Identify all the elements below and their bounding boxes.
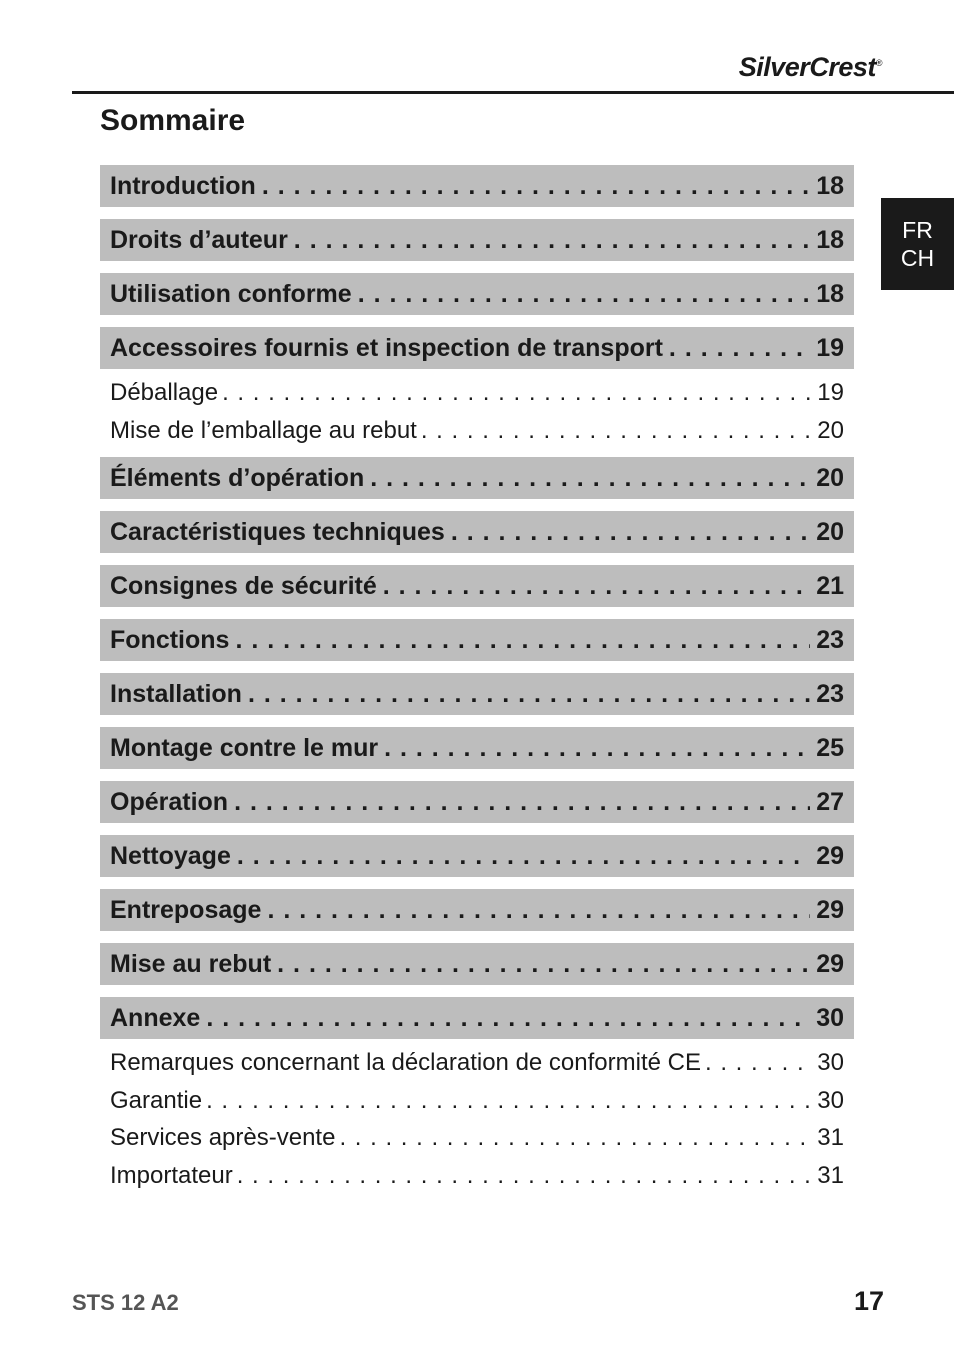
toc-leader-dots	[206, 1004, 810, 1033]
language-code-ch: CH	[900, 245, 935, 271]
toc-subsection-label: Déballage	[110, 379, 219, 406]
toc-section[interactable]	[100, 565, 854, 607]
toc-subsection-page: 31	[817, 1161, 844, 1189]
toc-leader-dots	[235, 626, 810, 655]
brand-logo	[739, 52, 882, 83]
toc-subsection[interactable]	[110, 1119, 844, 1157]
toc-section-label: Caractéristiques techniques	[110, 517, 445, 546]
toc-leader-dots	[370, 464, 810, 493]
toc-section[interactable]	[100, 997, 854, 1039]
toc-subsection-label: Importateur	[110, 1161, 233, 1189]
toc-subsection[interactable]	[110, 412, 844, 450]
toc-subsection[interactable]	[110, 1157, 844, 1195]
toc-section-page: 29	[816, 841, 844, 870]
toc-leader-dots	[421, 412, 813, 450]
toc-leader-dots	[451, 518, 810, 547]
toc-section-page: 25	[816, 733, 844, 762]
toc-subsection-list	[100, 1039, 854, 1202]
language-code-fr: FR	[902, 217, 933, 243]
toc-section[interactable]	[100, 673, 854, 715]
registered-mark: ®	[875, 58, 882, 68]
language-tab	[881, 198, 954, 290]
toc-section-label: Utilisation conforme	[110, 279, 352, 308]
toc-subsection[interactable]	[110, 1082, 844, 1120]
toc-section-label: Accessoires fournis et inspection de transport	[110, 333, 663, 362]
toc-subsection-label: Mise de l’emballage au rebut	[110, 416, 417, 444]
toc-subsection[interactable]	[110, 374, 844, 412]
toc-section-page: 21	[816, 571, 844, 600]
toc-section[interactable]	[100, 165, 854, 207]
toc-subsection-label: Services après-vente	[110, 1124, 336, 1151]
brand-name: SilverCrest	[738, 52, 876, 82]
toc-subsection-page: 31	[817, 1124, 844, 1151]
toc-section[interactable]	[100, 835, 854, 877]
toc-leader-dots	[669, 334, 810, 363]
toc-leader-dots	[294, 226, 810, 255]
toc-section-page: 29	[816, 949, 844, 978]
toc-section-label: Fonctions	[110, 625, 230, 654]
toc-section-page: 27	[816, 787, 844, 816]
toc-subsection-label: Garantie	[110, 1086, 203, 1114]
toc-section-label: Éléments d’opération	[110, 463, 365, 492]
toc-section-page: 19	[816, 333, 844, 362]
toc-section-label: Annexe	[110, 1003, 201, 1032]
toc-subsection-label: Remarques concernant la déclaration de conformité CE	[110, 1049, 701, 1076]
toc-section[interactable]	[100, 219, 854, 261]
toc-subsection-list	[100, 369, 854, 457]
toc-subsection-page: 30	[817, 1049, 844, 1076]
toc-section-label: Introduction	[110, 171, 256, 200]
toc-section-label: Mise au rebut	[110, 949, 272, 978]
toc-leader-dots	[262, 172, 810, 201]
header-rule	[72, 91, 954, 94]
toc-section-page: 18	[816, 279, 844, 308]
toc-subsection-page: 30	[817, 1086, 844, 1114]
toc-section[interactable]	[100, 781, 854, 823]
toc-leader-dots	[339, 1119, 813, 1157]
toc-section[interactable]	[100, 457, 854, 499]
toc-section-label: Installation	[110, 679, 242, 708]
page-title: Sommaire	[100, 104, 246, 137]
toc-section-page: 23	[816, 679, 844, 708]
toc-leader-dots	[248, 680, 810, 709]
toc-section[interactable]	[100, 889, 854, 931]
toc-leader-dots	[358, 280, 811, 309]
toc-leader-dots	[222, 374, 813, 412]
toc-subsection[interactable]	[110, 1044, 844, 1082]
toc-leader-dots	[237, 1157, 814, 1195]
toc-leader-dots	[705, 1044, 813, 1082]
toc-section-page: 18	[816, 225, 844, 254]
toc-section-label: Nettoyage	[110, 841, 231, 870]
toc-section-label: Consignes de sécurité	[110, 571, 377, 600]
toc-subsection-page: 19	[817, 379, 844, 406]
toc-leader-dots	[277, 950, 810, 979]
toc-section-label: Entreposage	[110, 895, 262, 924]
table-of-contents	[100, 165, 854, 1202]
toc-section-page: 20	[816, 517, 844, 546]
toc-leader-dots	[234, 788, 810, 817]
toc-section-page: 18	[816, 171, 844, 200]
toc-section[interactable]	[100, 727, 854, 769]
toc-section[interactable]	[100, 619, 854, 661]
toc-section[interactable]	[100, 273, 854, 315]
toc-leader-dots	[267, 896, 810, 925]
footer-model-number: STS 12 A2	[72, 1290, 179, 1315]
toc-section-label: Montage contre le mur	[110, 733, 379, 762]
toc-section-label: Opération	[110, 787, 229, 816]
toc-section-page: 29	[816, 895, 844, 924]
toc-section-page: 23	[816, 625, 844, 654]
toc-section-page: 20	[816, 463, 844, 492]
toc-section[interactable]	[100, 511, 854, 553]
toc-section-label: Droits d’auteur	[110, 225, 288, 254]
toc-section[interactable]	[100, 943, 854, 985]
toc-leader-dots	[384, 734, 810, 763]
toc-section[interactable]	[100, 327, 854, 369]
toc-section-page: 30	[816, 1003, 844, 1032]
toc-leader-dots	[383, 572, 810, 601]
toc-subsection-page: 20	[817, 416, 844, 444]
toc-leader-dots	[237, 842, 810, 871]
footer-page-number: 17	[853, 1286, 884, 1316]
toc-leader-dots	[206, 1082, 813, 1120]
